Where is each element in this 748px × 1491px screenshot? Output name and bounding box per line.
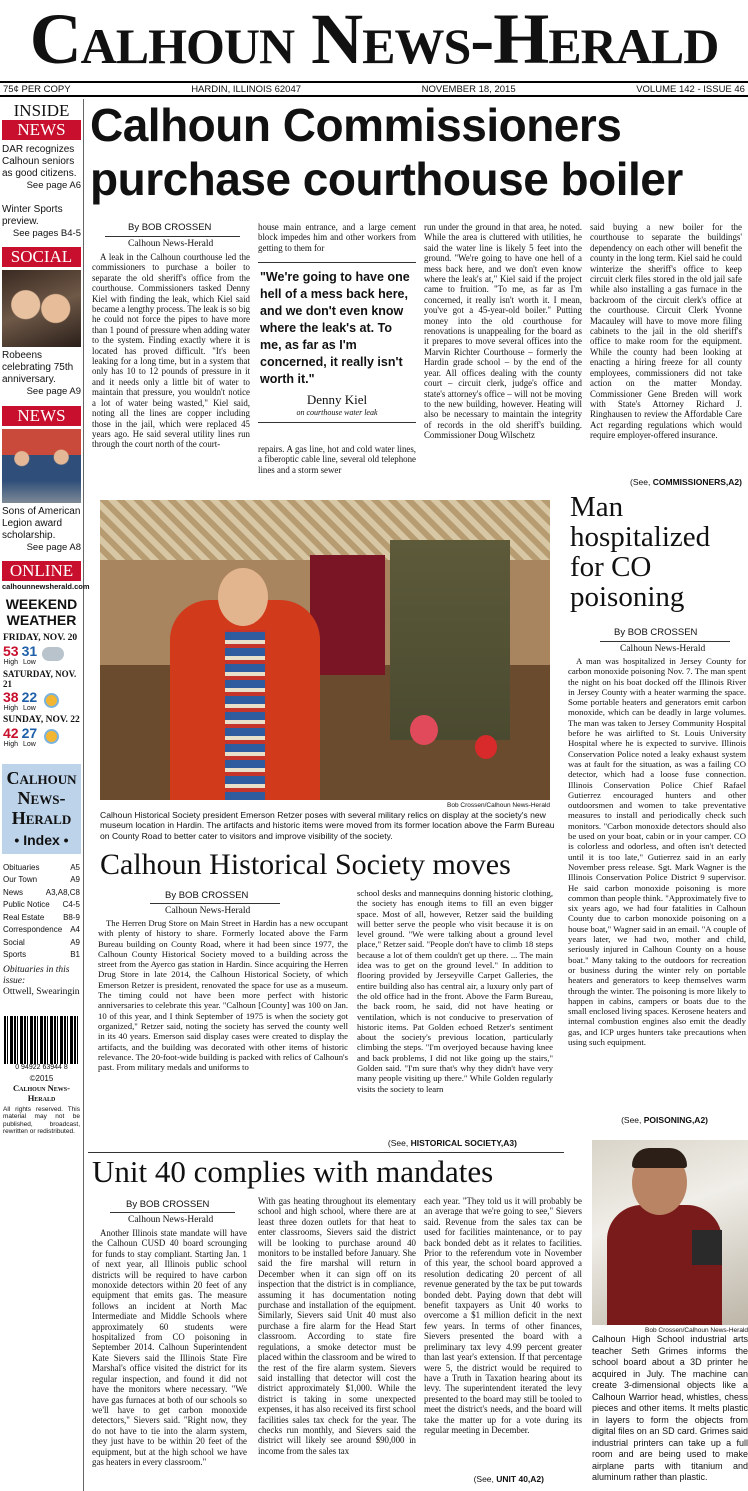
- byline-rule: [600, 641, 730, 642]
- website-link[interactable]: calhounnewsherald.com: [2, 582, 90, 591]
- social-photo: [2, 270, 81, 347]
- low-temp: 31: [21, 642, 38, 659]
- quote-rule-bottom: [258, 422, 416, 423]
- barcode: [4, 1016, 79, 1064]
- inside-label: INSIDE: [13, 101, 70, 120]
- unit40-headline[interactable]: Unit 40 complies with mandates: [92, 1154, 494, 1189]
- lead-byline: By BOB CROSSEN: [128, 222, 212, 233]
- photo2-credit: Bob Crossen/Calhoun News-Herald: [645, 1327, 748, 1334]
- unit40-column-1: Another Illinois state mandate will have the Calhoun CUSD 40 board scrounging for funds to stay compliant. Starting Jan. 1 of next year, all Illinois public school districts will be required to have carbon monoxide detectors within 20 feet of any equipment that emits gas. The measure follows an incident at North Mac Intermediate and Middle Schools where approximately 60 students were hospitalized from CO poisoning in September 2014. Calhoun Superintendent Kate Sievers said the Illinois State Fire Marshal's office visited the district for its regular inspection, and found it did not have the monitors where necessary. "We have gas furnaces at both of our schools so we'll have to get carbon monoxide detectors," Sievers said. "Right now, they do not have to tie into the alarm system, they just have to be within 20 feet of the equipment, but at the high school we have gas heaters in every classroom.": [92, 1228, 247, 1467]
- unit40-column-2: With gas heating throughout its elementary school and high school, where there are at least three dozen outlets for that heat to enter classrooms, Sievers said the district will be looking to purchase around 40 monitors to be installed before January. She said the fire marshal will return in December when it can sign off on its inspection that the district is in compliance, assuming it has documentation noting purchase and installation of the equipment. Similarly, Sievers said Unit 40 must also purchase a fire alarm for the Head Start classroom. According to state fire regulations, a smoke detector must be placed within the classroom and be wired to the rest of the fire alarm system. Sievers said installing that detector will cost the district approximately $1,000. While the district is taking in some unexpected expenses, it has also received its first school facilities sales tax check for the year. The checks run monthly, and Sievers said the district will likely see around $90,000 in income from the sales tax: [258, 1196, 416, 1456]
- man-byline: By BOB CROSSEN: [614, 627, 698, 638]
- historical-byline: By BOB CROSSEN: [165, 890, 249, 901]
- museum-photo: [100, 500, 550, 800]
- lead-jump[interactable]: (See, COMMISSIONERS,A2): [630, 477, 742, 487]
- sidebar: [0, 99, 90, 1491]
- photo1-credit: Bob Crossen/Calhoun News-Herald: [447, 802, 550, 809]
- volume: VOLUME 142 - ISSUE 46: [636, 83, 745, 95]
- index-list: [0, 862, 83, 962]
- index-label: • Index •: [14, 831, 69, 848]
- rights-notice: All rights reserved. This material may not be published, broadcast, rewritten or redistributed.: [3, 1105, 80, 1135]
- quote-rule-top: [258, 262, 416, 263]
- forecast-day-1: [0, 633, 83, 666]
- photo1-caption: Calhoun Historical Society president Emerson Retzer poses with several military relics on display at the society's new museum location in Hardin. The artifacts and historic items were moved from its former location above the Farm Bureau on County Road to better cater to visitors and improve visibility of the society.: [100, 810, 555, 841]
- index-box: [2, 764, 81, 854]
- low-temp: 22: [21, 688, 38, 705]
- photo2-caption: Calhoun High School industrial arts teacher Seth Grimes informs the school board about a 3D printer he acquired in July. The machine can create 3-dimensional objects like a Calhoun Warrior head, whistles, chess pieces and other items. It melts plastic in layers to form the objects from digital files on an SD card. Grimes said industrial printers can take up a full room and are being used to make airplane parts with titanium and aluminum rather than plastic.: [592, 1334, 748, 1482]
- barcode-number: 0 94922 63944 8: [15, 1063, 68, 1071]
- legion-photo: [2, 429, 81, 503]
- index-row[interactable]: Public Notice C4-5: [3, 900, 80, 909]
- sun-icon: [44, 693, 59, 708]
- high-temp: 38: [3, 688, 19, 705]
- lead-column-1: A leak in the Calhoun courthouse led the commissioners to purchase a boiler to separate the old sheriff's office from the courthouse. Commissioners tasked Denny Kiel with finding the leak, which Kiel said became a lengthy process. The leak is so big he could not force the pipes to have more than 1 pound of pressure when adding water to the system. Finding exactly where it is located has proved difficult. "It's been leaking for a long time, but in a system that only has 10 to 12 pounds of pressure in it and it needs only a little bit of water to maintain that pressure, you wouldn't notice a lot of water being wasted," Kiel said, noting all the lines are copper including those in the jail, which were replaced 45 years ago. He said several utility lines run through the court north of the court-: [92, 252, 250, 450]
- high-temp: 53: [3, 642, 19, 659]
- news-teaser-2-see[interactable]: See pages B4-5: [12, 227, 81, 239]
- byline-rule: [150, 903, 280, 904]
- obits-names: Ottwell, Swearingin: [3, 986, 80, 997]
- index-row[interactable]: Social A9: [3, 937, 80, 947]
- low-label: Low: [22, 740, 36, 748]
- weekend-label: WEEKEND: [5, 595, 78, 612]
- teacher-photo: [592, 1140, 748, 1325]
- weather-label: WEATHER: [6, 611, 77, 628]
- forecast-day-3: [0, 715, 83, 748]
- news-section-label: NEWS: [2, 120, 81, 140]
- index-row[interactable]: Real Estate B8-9: [3, 912, 80, 922]
- high-label: High: [3, 704, 18, 712]
- sun-icon: [44, 729, 59, 744]
- issue-date: NOVEMBER 18, 2015: [421, 83, 516, 95]
- lead-credit: Calhoun News-Herald: [128, 239, 214, 249]
- quote-name: Denny Kiel: [306, 392, 368, 407]
- index-title-2: News-: [17, 787, 66, 808]
- masthead-title: Calhoun News-Herald: [29, 0, 719, 79]
- news-teaser-1-see[interactable]: See page A6: [26, 180, 81, 191]
- cloud-icon: [42, 647, 64, 661]
- index-title-3: Herald: [11, 807, 72, 828]
- byline-rule: [110, 1212, 235, 1213]
- man-credit: Calhoun News-Herald: [620, 644, 706, 654]
- high-label: High: [3, 740, 18, 748]
- lead-headline[interactable]: Calhoun Commissioners purchase courthouse boiler: [90, 99, 683, 205]
- low-label: Low: [22, 704, 36, 712]
- legion-teaser: Sons of American Legion award scholarship.: [2, 505, 81, 541]
- byline-rule: [105, 236, 240, 237]
- man-column: A man was hospitalized in Jersey County for carbon monoxide poisoning Nov. 7. The man spent the night on his boat docked off the Illinois River in Jersey County with a heater warming the space. Some portable heaters and generators emit carbon monoxide, which can be deadly in large volumes. The man was taken to Jersey Community Hospital before he was airlifted to St. Louis University Hospital where he is expected to survive. Illinois Conservation Police noted a leaky exhaust system was at fault for the situation, as was a failing CO detector, which had a loose fuse connection. Illinois Conservation Police Chief Rafael Gutierrez encouraged hunters and other outdoorsmen and women to take preventative measures to install and periodically check such monitors. "Carbon monoxide detectors should also be used on your boat, cabin or in your camper. CO is colorless and odorless, and often isn't detected until it is too late," Gutierrez said in an early November press release. Sgt. Mark Wagner is the Illinois Conservation Police District 9 supervisor. He said carbon monoxide poisoning is more common than people think. "Approximately five to six years ago, we had four fatalities in Calhoun County due to carbon monoxide poisoning on a house boat," Wagner said in an email. "A couple of years later, we had two, mother and child, seriously injured in Calhoun County on a house boat." Many taking to the outdoors for recreation or business during the winter rely on portable heaters and generators to keep themselves warm through the winter. The poisoning is more likely to happen in cabins, campers or boats due to the small enclosed living spaces. Kerosene heaters and internal combustion engines also emit the deadly gas, and ICP urges hunters take precautions when using such equipment.: [568, 656, 746, 1047]
- forecast-day-label: SATURDAY, NOV. 21: [3, 668, 77, 689]
- historical-headline[interactable]: Calhoun Historical Society moves: [100, 848, 511, 881]
- index-title-1: Calhoun: [6, 767, 77, 788]
- historical-jump[interactable]: (See, HISTORICAL SOCIETY,A3): [387, 1138, 517, 1148]
- low-temp: 27: [21, 724, 38, 741]
- index-row[interactable]: Correspondence A4: [3, 925, 80, 934]
- social-teaser: Robeens celebrating 75th anniversary.: [2, 350, 74, 385]
- lead-column-4: said buying a new boiler for the courthouse to separate the buildings' dependency on each other will benefit the county in the long term. Kiel said he could winterize the sheriff's office to keep circuit clerk files stored in the old jail safe while also installing a gas furnace in the backroom of the circuit clerk's office at the courthouse. Circuit Clerk Yvonne Macauley will have to move more filing cabinets to the jail in the old sheriff's office to make room for the equipment. While the county had been looking at enacting a hiring freeze for all county employees, commissioners did not take action on the matter Monday. Commissioner Gene Breden will work with State's Attorney Richard J. Ringhausen to review the Affordable Care Act regarding regulations which would require employer-offered insurance.: [590, 222, 742, 441]
- index-row[interactable]: Sports B1: [3, 950, 80, 959]
- high-temp: 42: [3, 724, 19, 741]
- unit40-jump[interactable]: (See, UNIT 40,A2): [473, 1474, 544, 1484]
- section-rule: [88, 1152, 564, 1153]
- social-section-label: SOCIAL: [2, 247, 81, 267]
- news-teaser-2: Winter Sports preview.: [2, 203, 63, 227]
- lead-column-2a: house main entrance, and a large cement block impedes him and other workers from getting to them for: [258, 222, 416, 253]
- obits-intro: Obituaries in this issue:: [3, 964, 70, 986]
- location: HARDIN, ILLINOIS 62047: [191, 83, 302, 95]
- unit40-credit: Calhoun News-Herald: [128, 1215, 214, 1225]
- pull-quote: "We're going to have one hell of a mess back here, and we don't even know where the leak's at. To me, as far as I'm concerned, it really isn't worth it.": [260, 270, 410, 386]
- unit40-byline: By BOB CROSSEN: [126, 1199, 210, 1210]
- social-teaser-see[interactable]: See page A9: [26, 386, 81, 397]
- historical-credit: Calhoun News-Herald: [165, 906, 251, 916]
- forecast-day-label: FRIDAY, NOV. 20: [3, 632, 78, 643]
- index-row[interactable]: News A3,A8,C8: [3, 887, 80, 897]
- forecast-day-label: SUNDAY, NOV. 22: [3, 714, 80, 725]
- news-section-label-2: NEWS: [2, 406, 81, 426]
- copyright: ©2015: [29, 1073, 54, 1083]
- man-headline[interactable]: Man hospitalized for CO poisoning: [570, 491, 711, 613]
- legion-teaser-see[interactable]: See page A8: [26, 541, 81, 553]
- price: 75¢ PER COPY: [3, 83, 71, 95]
- online-label: ONLINE: [2, 561, 81, 581]
- lead-column-3: run under the ground in that area, he noted. While the area is cluttered with utilities, he said the water line is likely 5 feet into the ground. "We're going to have one hell of a mess back here, and we don't even know where the leak's at," Kiel said if the project came to fruition. "To me, as far as I'm concerned, it really isn't worth it. I mean, you've got a 45-year-old boiler." Putting money into the old courthouse for renovations is unappealing for the board as it prepares to move several offices into the Marvin Richter Courthouse – formerly the Hardin grade school – by the end of the year. All offices dealing with the county court – circuit clerk, judge's office and state's attorney's office – will not be moving to the new building, however. Heating will also be necessary to maintain the integrity of records in the old sheriff's building. Commissioner Doug Wilschetz: [424, 222, 582, 441]
- high-label: High: [3, 658, 18, 666]
- low-label: Low: [22, 658, 36, 666]
- index-row[interactable]: Obituaries A5: [3, 862, 80, 872]
- copyright-paper: Calhoun News-Herald: [13, 1082, 70, 1103]
- forecast-day-2: [0, 669, 83, 712]
- quote-role: on courthouse water leak: [296, 408, 378, 417]
- man-jump[interactable]: (See, POISONING,A2): [621, 1115, 708, 1125]
- news-teaser-1: DAR recognizes Calhoun seniors as good citizens.: [2, 144, 77, 179]
- historical-column-1: The Herren Drug Store on Main Street in Hardin has a new occupant with plenty of history to share. Formerly located above the Farm Bureau building on County Road, where it had been since 1977, the Calhoun County Historical Society moved to a building across the street from the Ayerco gas station in Hardin. Since acquiring the Herren Drug Store in late 2014, the Calhoun Historical Society, of which Emerson Retzer is president, renovated the space for use as a museum. The timing could not have been more perfect with historic anniversaries to celebrate this year. "Calhoun [County] was 100 on Jan. 10 of this year, and I think September of 1975 is when the society got organized," Retzer said, noting the society has served the county well in its 40 years. Emerson said display cases were created to display the artifacts, and the building was decorated with other items of historic relevance. The 20-foot-wide building is packed with relics of Calhoun's past. From military medals and uniforms to: [98, 918, 348, 1073]
- historical-column-2: school desks and mannequins donning historic clothing, the society has enough items to fill an even bigger space. Most of all, however, Retzer said the building will better serve the people who visit because it is on level ground. "We were talking about a ground level place," Retzer said. "People don't have to climb 18 steps because a lot of them couldn't get up there. ... The main idea was to get on the ground level." In addition to flooring provided by Jerseyville Carpet Galleries, the entire building also has central air, a luxury only part of the old office had in the front. Above the Farm Bureau, the back room, he said, did not have heating or ventilation, which is not conducive to preservation of historic items. Pat Golden echoed Retzer's sentiment about the society's previous location, particularly climbing the steps. "I'm overjoyed because having knee and back problems, I did not like going up the stairs," Golden said. "I'm sure that's why they didn't have very many people visiting up there." While Golden regularly visits the society to learn: [357, 888, 553, 1094]
- dateline-bar: [0, 81, 748, 97]
- lead-column-2b: repairs. A gas line, hot and cold water lines, a fiberoptic cable line, several old telephone lines and a storm sewer: [258, 444, 416, 475]
- index-row[interactable]: Our Town A9: [3, 875, 80, 884]
- unit40-column-3: each year. "They told us it will probably be an average that we're going to see," Sievers said. Revenue from the sales tax can be used for facilities maintenance, or to pay back bonded debt as it relates to facilities. Prior to the referendum vote in November of this year, the school board approved a resolution dedicating 20 percent of all revenue generated by the tax be put towards bonded debt. Paying down that debt will benefit taxpayers as Unit 40 works to overcome a $1 million deficit in the next few years. In terms of other finances, Sievers presented the board with a preliminary tax levy 4.99 percent greater than last year's extension. If that percentage were 5, the district would be required to have a Truth in Taxation hearing about its levy. The superintendent iterated the levy presented to the board may still be tooled to meet the district's needs, and the board will take the matter up for a vote during its regular meeting in December.: [424, 1196, 582, 1435]
